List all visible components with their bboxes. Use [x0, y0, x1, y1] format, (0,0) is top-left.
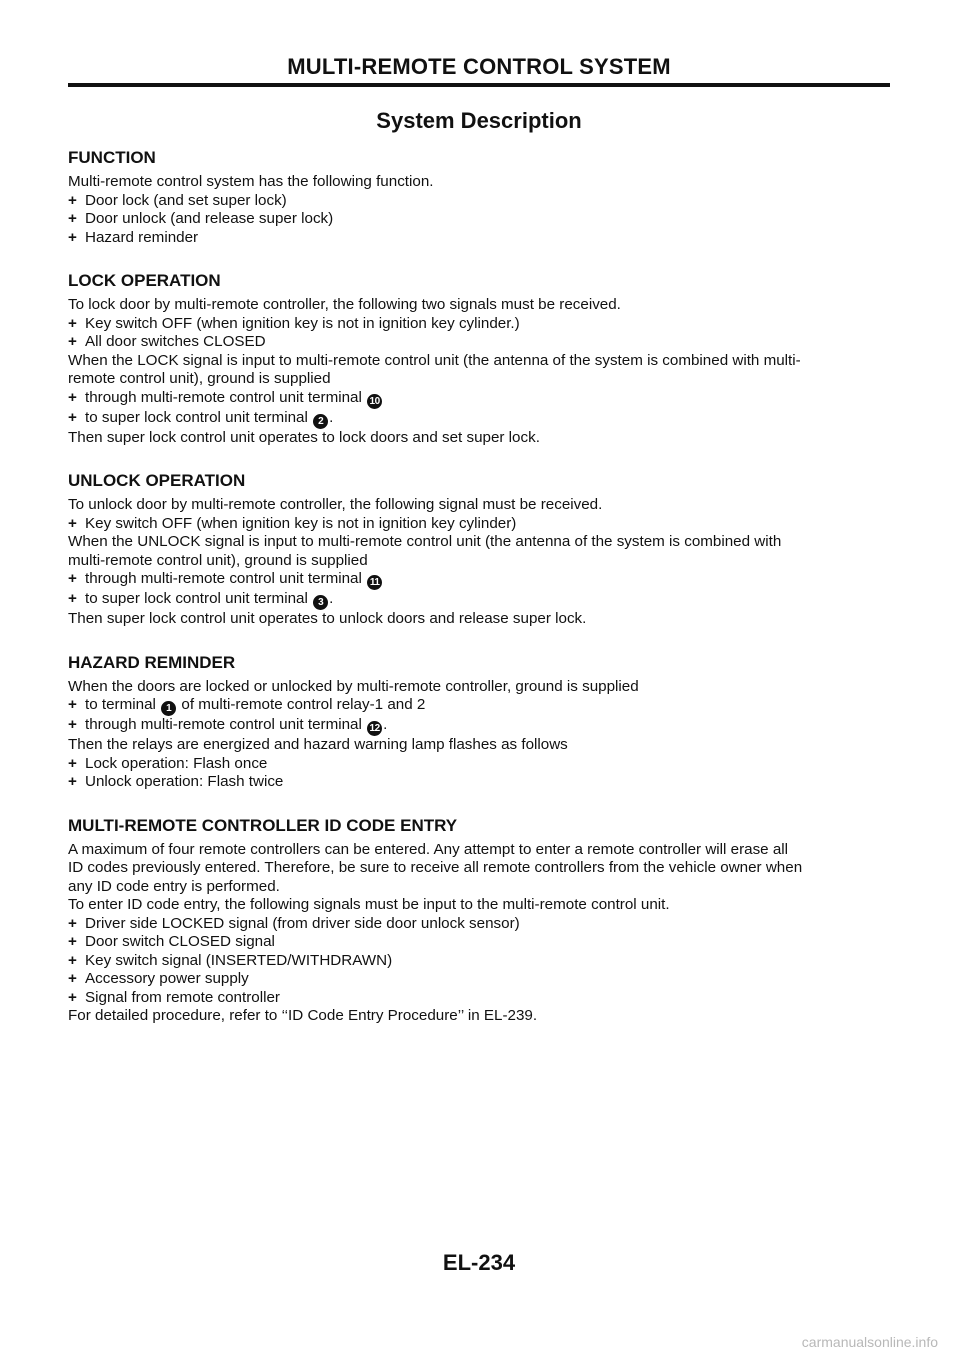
bullet-item [68, 773, 890, 792]
watermark-text: carmanualsonline.info [801, 1334, 938, 1350]
bullet-item [68, 915, 890, 934]
bullet-item [68, 590, 890, 610]
bullet-mark: + [68, 210, 77, 227]
bullet-mark: + [68, 988, 77, 1006]
section-intro: To unlock door by multi-remote controller, the following signal must be received. [68, 496, 603, 513]
section-function [68, 148, 890, 247]
bullet-text: through multi-remote control unit terminal [85, 570, 362, 587]
paragraph-line: remote control unit), ground is supplied [68, 370, 331, 387]
bullet-text: Hazard reminder [85, 228, 199, 246]
bullet-mark: + [68, 773, 77, 790]
terminal-number-badge: 11 [367, 575, 382, 590]
bullet-text: to terminal [85, 696, 156, 713]
bullet-mark: + [68, 716, 77, 733]
bullet-item [68, 989, 890, 1008]
page-number: EL-234 [442, 1250, 516, 1275]
bullet-mark: + [68, 951, 77, 969]
page-header-title: MULTI-REMOTE CONTROL SYSTEM [287, 54, 671, 79]
bullet-text: to super lock control unit terminal [85, 408, 308, 426]
bullet-mark: + [68, 570, 77, 587]
terminal-number-badge: 3 [313, 595, 328, 610]
document-title: System Description [376, 108, 582, 133]
bullet-mark: + [68, 388, 77, 406]
bullet-item [68, 696, 890, 716]
bullet-item [68, 570, 890, 590]
section-lock-operation [68, 271, 890, 447]
section-heading: UNLOCK OPERATION [68, 471, 246, 490]
bullet-text: Signal from remote controller [85, 988, 280, 1006]
bullet-suffix: of multi-remote control relay-1 and 2 [181, 696, 426, 713]
bullet-item [68, 755, 890, 774]
bullet-text: Key switch OFF (when ignition key is not in ignition key cylinder.) [85, 314, 520, 332]
bullet-text: Lock operation: Flash once [85, 754, 268, 772]
bullet-item [68, 333, 890, 352]
bullet-suffix: . [383, 716, 388, 733]
bullet-text: through multi-remote control unit terminal [85, 388, 362, 406]
terminal-number-badge: 10 [367, 394, 382, 409]
bullet-text: Key switch signal (INSERTED/WITHDRAWN) [85, 951, 393, 969]
bullet-mark: + [68, 696, 77, 713]
paragraph-line: When the LOCK signal is input to multi-remote control unit (the antenna of the system is combined with multi- [68, 351, 801, 369]
bullet-mark: + [68, 408, 77, 426]
paragraph-line: any ID code entry is performed. [68, 877, 280, 895]
bullet-mark: + [68, 314, 77, 332]
bullet-suffix: . [329, 408, 334, 426]
document-body [68, 108, 890, 1050]
section-heading: LOCK OPERATION [68, 271, 221, 290]
bullet-item [68, 389, 890, 409]
section-closing: Then super lock control unit operates to unlock doors and release super lock. [68, 610, 587, 627]
section-closing: Then the relays are energized and hazard warning lamp flashes as follows [68, 736, 568, 753]
terminal-number-badge: 2 [313, 414, 328, 429]
header-rule [68, 83, 890, 87]
bullet-text: through multi-remote control unit terminal [85, 716, 362, 733]
terminal-number-badge: 12 [367, 721, 382, 736]
bullet-item [68, 409, 890, 429]
bullet-text: All door switches CLOSED [85, 333, 266, 350]
section-heading: HAZARD REMINDER [68, 652, 236, 672]
paragraph-line: ID codes previously entered. Therefore, be sure to receive all remote controllers from the vehicle owner when [68, 859, 803, 876]
bullet-item [68, 192, 890, 211]
paragraph-line: multi-remote control unit), ground is supplied [68, 551, 368, 569]
section-unlock-operation [68, 471, 890, 629]
terminal-number-badge: 1 [161, 701, 176, 716]
section-intro: When the doors are locked or unlocked by multi-remote controller, ground is supplied [68, 677, 639, 695]
bullet-mark: + [68, 970, 77, 987]
bullet-text: Door lock (and set super lock) [85, 191, 287, 209]
bullet-item [68, 970, 890, 989]
bullet-text: Accessory power supply [85, 970, 249, 987]
bullet-suffix: . [329, 590, 334, 607]
bullet-item [68, 315, 890, 334]
bullet-item [68, 210, 890, 229]
bullet-text: Driver side LOCKED signal (from driver side door unlock sensor) [85, 914, 520, 932]
section-closing: For detailed procedure, refer to ‘‘ID Code Entry Procedure’’ in EL-239. [68, 1007, 538, 1024]
bullet-item [68, 716, 890, 736]
section-heading: MULTI-REMOTE CONTROLLER ID CODE ENTRY [68, 815, 458, 835]
bullet-item [68, 933, 890, 952]
section-closing: Then super lock control unit operates to lock doors and set super lock. [68, 428, 540, 446]
bullet-text: Door switch CLOSED signal [85, 933, 275, 950]
paragraph-line: A maximum of four remote controllers can be entered. Any attempt to enter a remote controller will erase all [68, 840, 789, 858]
bullet-mark: + [68, 754, 77, 772]
bullet-item [68, 229, 890, 248]
bullet-mark: + [68, 914, 77, 932]
bullet-item [68, 515, 890, 534]
section-hazard-reminder [68, 653, 890, 792]
bullet-mark: + [68, 514, 77, 532]
bullet-text: Key switch OFF (when ignition key is not in ignition key cylinder) [85, 514, 517, 532]
bullet-text: Door unlock (and release super lock) [85, 210, 334, 227]
bullet-text: Unlock operation: Flash twice [85, 773, 284, 790]
bullet-mark: + [68, 590, 77, 607]
section-heading: FUNCTION [68, 148, 156, 167]
section-intro: Multi-remote control system has the following function. [68, 173, 434, 190]
bullet-mark: + [68, 228, 77, 246]
paragraph-line: When the UNLOCK signal is input to multi-remote control unit (the antenna of the system is combined with [68, 533, 782, 550]
bullet-text: to super lock control unit terminal [85, 590, 308, 607]
bullet-mark: + [68, 933, 77, 950]
bullet-mark: + [68, 191, 77, 209]
section-id-code-entry [68, 816, 890, 1026]
section-intro: To lock door by multi-remote controller, the following two signals must be received. [68, 296, 621, 313]
bullet-mark: + [68, 333, 77, 350]
bullet-item [68, 952, 890, 971]
section-intro: To enter ID code entry, the following signals must be input to the multi-remote control unit. [68, 896, 670, 913]
